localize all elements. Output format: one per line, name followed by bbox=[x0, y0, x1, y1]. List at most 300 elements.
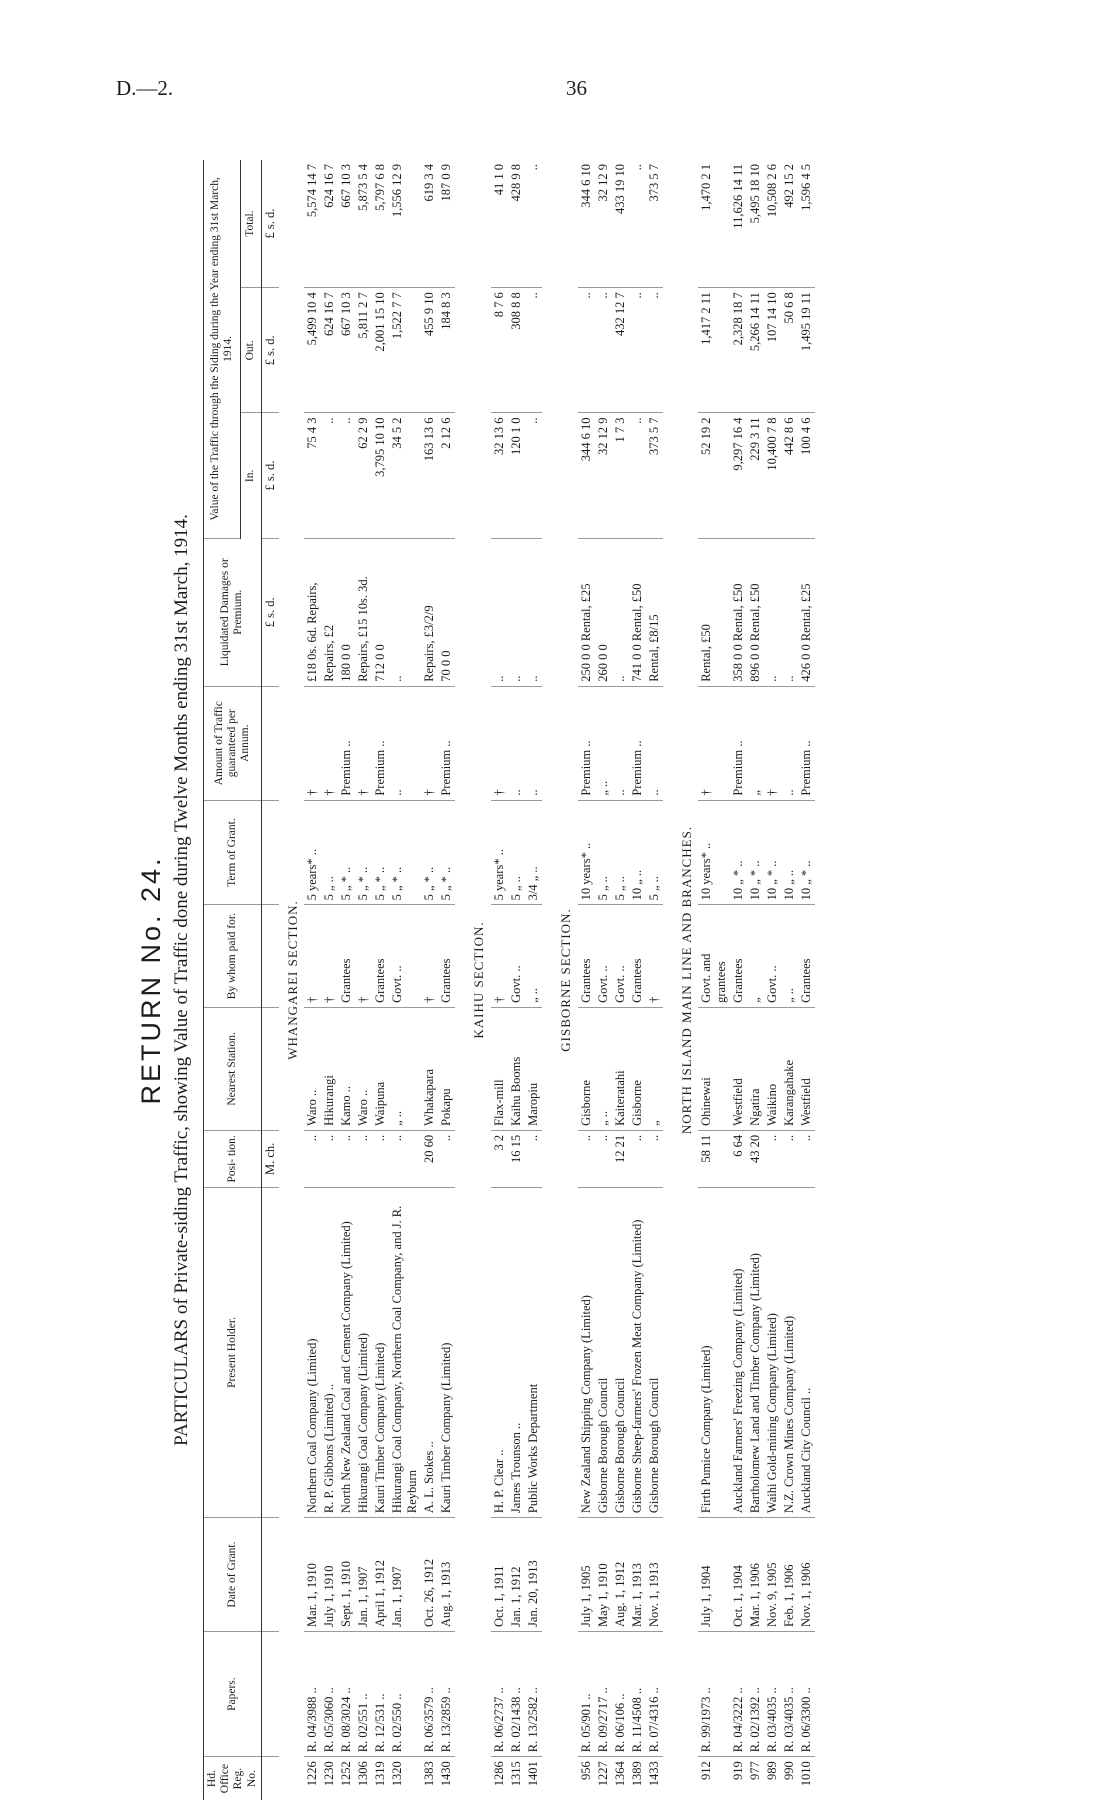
cell-papers: R. 03/4035 .. bbox=[781, 1631, 798, 1756]
cell-term: 3/4 „ .. bbox=[525, 800, 542, 905]
cell-station: Gisborne bbox=[578, 1007, 595, 1130]
cell-papers: R. 05/901 .. bbox=[578, 1631, 595, 1756]
cell-out: 50 6 8 bbox=[781, 288, 798, 413]
cell-damages: Repairs, £3/2/9 bbox=[421, 538, 438, 686]
cell-date: April 1, 1912 bbox=[372, 1518, 389, 1632]
cell-total: 5,873 5 4 bbox=[355, 160, 372, 288]
header-papers: Papers. bbox=[204, 1631, 262, 1756]
cell-amount: Premium .. bbox=[730, 686, 747, 800]
header-damages: Liquidated Damages or Premium. bbox=[204, 538, 262, 686]
cell-out: 2,001 15 10 bbox=[372, 288, 389, 413]
header-reg: Hd. Office Reg. No. bbox=[204, 1757, 262, 1800]
header-holder: Present Holder. bbox=[204, 1187, 262, 1517]
cell-amount: Premium .. bbox=[338, 686, 355, 800]
section-spacer bbox=[663, 160, 673, 1800]
cell-out: 455 9 10 bbox=[421, 288, 438, 413]
cell-papers: R. 02/551 .. bbox=[355, 1631, 372, 1756]
section-title: KAIHU SECTION. bbox=[471, 921, 487, 1039]
cell-papers: R. 04/3988 .. bbox=[304, 1631, 321, 1756]
cell-paid: † bbox=[304, 905, 321, 1007]
cell-amount: Premium .. bbox=[629, 686, 646, 800]
table-row bbox=[491, 160, 508, 1800]
cell-date: Oct. 1, 1904 bbox=[730, 1518, 747, 1632]
cell-position: .. bbox=[438, 1130, 455, 1187]
cell-holder: H. P. Clear .. bbox=[491, 1187, 508, 1517]
cell-date: Jan. 1, 1907 bbox=[355, 1518, 372, 1632]
cell-station: Kaiteratahi bbox=[612, 1007, 629, 1130]
cell-date: May 1, 1910 bbox=[595, 1518, 612, 1632]
cell-paid: „ bbox=[747, 905, 764, 1007]
table-row bbox=[595, 160, 612, 1800]
cell-amount: Premium .. bbox=[372, 686, 389, 800]
cell-in: 163 13 6 bbox=[421, 413, 438, 538]
cell-paid: † bbox=[321, 905, 338, 1007]
cell-station: Karangahake bbox=[781, 1007, 798, 1130]
table-row bbox=[646, 160, 663, 1800]
cell-holder: James Trounson .. bbox=[508, 1187, 525, 1517]
cell-holder: Gisborne Sheep-farmers' Frozen Meat Company (Limited) bbox=[629, 1187, 646, 1517]
cell-reg: 1320 bbox=[390, 1761, 405, 1787]
cell-damages: 712 0 0 bbox=[372, 538, 389, 686]
cell-out: 624 16 7 bbox=[321, 288, 338, 413]
cell-reg: 956 bbox=[578, 1761, 593, 1780]
table-body bbox=[279, 160, 815, 1800]
cell-term: 5 „ .. bbox=[321, 800, 338, 905]
cell-date: July 1, 1904 bbox=[698, 1518, 730, 1632]
cell-date: July 1, 1905 bbox=[578, 1518, 595, 1632]
table-row bbox=[525, 160, 542, 1800]
cell-holder: Public Works Department bbox=[525, 1187, 542, 1517]
table-row bbox=[629, 160, 646, 1800]
cell-reg: 1252 bbox=[339, 1761, 354, 1787]
cell-position: .. bbox=[372, 1130, 389, 1187]
table-row bbox=[438, 160, 455, 1800]
document-code: D.—2. bbox=[116, 76, 174, 100]
cell-station: Waro .. bbox=[355, 1007, 372, 1130]
cell-total: 32 12 9 bbox=[595, 160, 612, 288]
cell-in: 120 1 0 bbox=[508, 413, 525, 538]
return-title: RETURN No. 24. bbox=[136, 855, 166, 1105]
cell-out: 1,522 7 7 bbox=[389, 288, 421, 413]
cell-amount: „ bbox=[747, 686, 764, 800]
table-row bbox=[798, 160, 815, 1800]
section-title: WHANGAREI SECTION. bbox=[284, 900, 300, 1060]
cell-station: Flax-mill bbox=[491, 1007, 508, 1130]
cell-in: 52 19 2 bbox=[698, 413, 730, 538]
cell-out: 5,811 2 7 bbox=[355, 288, 372, 413]
cell-amount: Premium .. bbox=[438, 686, 455, 800]
section-spacer bbox=[542, 160, 552, 1800]
cell-paid: Grantees bbox=[438, 905, 455, 1007]
header-station: Nearest Station. bbox=[204, 1007, 262, 1130]
cell-total: 41 1 0 bbox=[491, 160, 508, 288]
cell-papers: R. 08/3024 .. bbox=[338, 1631, 355, 1756]
cell-out: 1,417 2 11 bbox=[698, 288, 730, 413]
cell-amount: „ .. bbox=[595, 686, 612, 800]
cell-damages: 180 0 0 bbox=[338, 538, 355, 686]
cell-amount: † bbox=[491, 686, 508, 800]
cell-paid: „ .. bbox=[525, 905, 542, 1007]
cell-damages: .. bbox=[525, 538, 542, 686]
cell-reg: 977 bbox=[748, 1761, 763, 1780]
cell-in: 32 13 6 bbox=[491, 413, 508, 538]
cell-papers: R. 06/106 .. bbox=[612, 1631, 629, 1756]
cell-reg: 1010 bbox=[799, 1761, 814, 1787]
cell-damages: 260 0 0 bbox=[595, 538, 612, 686]
cell-position: 16 15 bbox=[508, 1130, 525, 1187]
cell-in: 62 2 9 bbox=[355, 413, 372, 538]
cell-station: Whakapara bbox=[421, 1007, 438, 1130]
rotated-page bbox=[130, 160, 1080, 1800]
cell-term: 10 „ * .. bbox=[798, 800, 815, 905]
cell-out: 184 8 3 bbox=[438, 288, 455, 413]
cell-total: 5,797 6 8 bbox=[372, 160, 389, 288]
cell-damages: 741 0 0 Rental, £50 bbox=[629, 538, 646, 686]
unit-position: M. ch. bbox=[261, 1130, 279, 1187]
cell-amount: † bbox=[421, 686, 438, 800]
cell-amount: .. bbox=[612, 686, 629, 800]
cell-out: 432 12 7 bbox=[612, 288, 629, 413]
cell-damages: .. bbox=[781, 538, 798, 686]
cell-papers: R. 02/550 .. bbox=[389, 1631, 421, 1756]
cell-position: .. bbox=[629, 1130, 646, 1187]
cell-station: „ .. bbox=[389, 1007, 421, 1130]
cell-holder: R. P. Gibbons (Limited) .. bbox=[321, 1187, 338, 1517]
table-row bbox=[372, 160, 389, 1800]
cell-in: 1 7 3 bbox=[612, 413, 629, 538]
cell-total: 619 3 4 bbox=[421, 160, 438, 288]
cell-paid: Govt. .. bbox=[389, 905, 421, 1007]
cell-total: 187 0 9 bbox=[438, 160, 455, 288]
cell-paid: Grantees bbox=[578, 905, 595, 1007]
cell-damages: Repairs, £15 10s. 3d. bbox=[355, 538, 372, 686]
cell-holder: Auckland Farmers' Freezing Company (Limited) bbox=[730, 1187, 747, 1517]
cell-holder: Kauri Timber Company (Limited) bbox=[372, 1187, 389, 1517]
cell-date: Aug. 1, 1912 bbox=[612, 1518, 629, 1632]
cell-damages: .. bbox=[612, 538, 629, 686]
section-title: NORTH ISLAND MAIN LINE AND BRANCHES. bbox=[678, 825, 694, 1135]
cell-damages: Repairs, £2 bbox=[321, 538, 338, 686]
cell-position: .. bbox=[764, 1130, 781, 1187]
cell-damages: 896 0 0 Rental, £50 bbox=[747, 538, 764, 686]
cell-damages: 250 0 0 Rental, £25 bbox=[578, 538, 595, 686]
cell-station: Kamo .. bbox=[338, 1007, 355, 1130]
cell-date: Sept. 1, 1910 bbox=[338, 1518, 355, 1632]
cell-holder: Northern Coal Company (Limited) bbox=[304, 1187, 321, 1517]
cell-holder: North New Zealand Coal and Cement Company (Limited) bbox=[338, 1187, 355, 1517]
cell-paid: † bbox=[491, 905, 508, 1007]
cell-position: 3 2 bbox=[491, 1130, 508, 1187]
cell-papers: R. 11/4508 .. bbox=[629, 1631, 646, 1756]
cell-in: 2 12 6 bbox=[438, 413, 455, 538]
cell-date: Nov. 1, 1913 bbox=[646, 1518, 663, 1632]
cell-papers: R. 09/2717 .. bbox=[595, 1631, 612, 1756]
cell-term: 5 „ .. bbox=[612, 800, 629, 905]
section-header-row bbox=[465, 160, 491, 1800]
cell-holder: Hikurangi Coal Company, Northern Coal Company, and J. R. Reyburn bbox=[389, 1187, 421, 1517]
cell-term: 5 „ .. bbox=[595, 800, 612, 905]
table-row bbox=[389, 160, 421, 1800]
section-title: GISBORNE SECTION. bbox=[558, 908, 574, 1052]
cell-total: 1,470 2 1 bbox=[698, 160, 730, 288]
cell-reg: 1230 bbox=[322, 1761, 337, 1787]
cell-amount: .. bbox=[781, 686, 798, 800]
cell-damages: 358 0 0 Rental, £50 bbox=[730, 538, 747, 686]
cell-date: Feb. 1, 1906 bbox=[781, 1518, 798, 1632]
cell-station: „ bbox=[646, 1007, 663, 1130]
cell-holder: Auckland City Council .. bbox=[798, 1187, 815, 1517]
table-row bbox=[698, 160, 730, 1800]
cell-reg: 912 bbox=[699, 1761, 714, 1780]
cell-paid: Govt. .. bbox=[764, 905, 781, 1007]
cell-position: .. bbox=[304, 1130, 321, 1187]
header-amount: Amount of Traffic guaranteed per Annum. bbox=[204, 686, 262, 800]
table-row bbox=[338, 160, 355, 1800]
cell-in: .. bbox=[525, 413, 542, 538]
cell-station: Hikurangi bbox=[321, 1007, 338, 1130]
cell-out: 107 14 10 bbox=[764, 288, 781, 413]
cell-holder: Gisborne Borough Council bbox=[595, 1187, 612, 1517]
unit-total: £ s. d. bbox=[261, 160, 279, 288]
cell-papers: R. 04/3222 .. bbox=[730, 1631, 747, 1756]
cell-papers: R. 06/3579 .. bbox=[421, 1631, 438, 1756]
cell-station: Pokapu bbox=[438, 1007, 455, 1130]
cell-paid: Govt. .. bbox=[612, 905, 629, 1007]
cell-total: 373 5 7 bbox=[646, 160, 663, 288]
cell-total: 10,508 2 6 bbox=[764, 160, 781, 288]
cell-amount: Premium .. bbox=[798, 686, 815, 800]
cell-station: Ngatira bbox=[747, 1007, 764, 1130]
cell-date: Jan. 1, 1912 bbox=[508, 1518, 525, 1632]
cell-station: Westfield bbox=[798, 1007, 815, 1130]
cell-total: 433 19 10 bbox=[612, 160, 629, 288]
cell-position: .. bbox=[525, 1130, 542, 1187]
cell-date: Oct. 26, 1912 bbox=[421, 1518, 438, 1632]
cell-paid: Govt. .. bbox=[595, 905, 612, 1007]
cell-amount: .. bbox=[389, 686, 421, 800]
cell-papers: R. 12/531 .. bbox=[372, 1631, 389, 1756]
cell-papers: R. 06/2737 .. bbox=[491, 1631, 508, 1756]
cell-term: 10 „ * .. bbox=[747, 800, 764, 905]
cell-papers: R. 13/2582 .. bbox=[525, 1631, 542, 1756]
cell-amount: † bbox=[355, 686, 372, 800]
cell-position: .. bbox=[595, 1130, 612, 1187]
cell-total: 5,574 14 7 bbox=[304, 160, 321, 288]
cell-term: 5 „ .. bbox=[646, 800, 663, 905]
cell-in: 75 4 3 bbox=[304, 413, 321, 538]
cell-amount: .. bbox=[525, 686, 542, 800]
cell-total: 492 15 2 bbox=[781, 160, 798, 288]
cell-papers: R. 07/4316 .. bbox=[646, 1631, 663, 1756]
table-row bbox=[747, 160, 764, 1800]
cell-date: July 1, 1910 bbox=[321, 1518, 338, 1632]
cell-position: 20 60 bbox=[421, 1130, 438, 1187]
cell-amount: † bbox=[698, 686, 730, 800]
cell-station: Maropiu bbox=[525, 1007, 542, 1130]
cell-station: Waipuna bbox=[372, 1007, 389, 1130]
cell-in: .. bbox=[338, 413, 355, 538]
cell-damages: £18 0s. 6d. Repairs, bbox=[304, 538, 321, 686]
cell-station: Gisborne bbox=[629, 1007, 646, 1130]
cell-out: 5,266 14 11 bbox=[747, 288, 764, 413]
cell-date: Mar. 1, 1913 bbox=[629, 1518, 646, 1632]
cell-term: 5 „ * .. bbox=[421, 800, 438, 905]
cell-position: .. bbox=[646, 1130, 663, 1187]
header-in: In. bbox=[240, 413, 261, 538]
cell-position: 43 20 bbox=[747, 1130, 764, 1187]
cell-position: 6 64 bbox=[730, 1130, 747, 1187]
cell-out: .. bbox=[525, 288, 542, 413]
header-paid: By whom paid for. bbox=[204, 905, 262, 1007]
cell-holder: A. L. Stokes .. bbox=[421, 1187, 438, 1517]
header-date: Date of Grant. bbox=[204, 1518, 262, 1632]
cell-paid: † bbox=[646, 905, 663, 1007]
cell-reg: 1286 bbox=[492, 1761, 507, 1787]
cell-reg: 1315 bbox=[509, 1761, 524, 1787]
cell-term: 5 „ * .. bbox=[338, 800, 355, 905]
table-row bbox=[321, 160, 338, 1800]
cell-holder: Waihi Gold-mining Company (Limited) bbox=[764, 1187, 781, 1517]
cell-total: 667 10 3 bbox=[338, 160, 355, 288]
cell-holder: N.Z. Crown Mines Company (Limited) bbox=[781, 1187, 798, 1517]
cell-total: 11,626 14 11 bbox=[730, 160, 747, 288]
cell-total: 1,596 4 5 bbox=[798, 160, 815, 288]
cell-term: 5 years* .. bbox=[491, 800, 508, 905]
unit-damages: £ s. d. bbox=[261, 538, 279, 686]
table-row bbox=[764, 160, 781, 1800]
cell-damages: 426 0 0 Rental, £25 bbox=[798, 538, 815, 686]
cell-amount: .. bbox=[508, 686, 525, 800]
cell-term: 10 „ .. bbox=[629, 800, 646, 905]
cell-paid: „ .. bbox=[781, 905, 798, 1007]
unit-out: £ s. d. bbox=[261, 288, 279, 413]
cell-papers: R. 99/1973 .. bbox=[698, 1631, 730, 1756]
cell-amount: † bbox=[304, 686, 321, 800]
cell-reg: 1364 bbox=[612, 1761, 627, 1787]
page-number: 36 bbox=[566, 76, 587, 100]
cell-out: .. bbox=[578, 288, 595, 413]
cell-paid: Grantees bbox=[730, 905, 747, 1007]
cell-position: 58 11 bbox=[698, 1130, 730, 1187]
cell-station: Kaihu Booms bbox=[508, 1007, 525, 1130]
cell-term: 10 years* .. bbox=[698, 800, 730, 905]
cell-holder: Firth Pumice Company (Limited) bbox=[698, 1187, 730, 1517]
cell-paid: Grantees bbox=[629, 905, 646, 1007]
table-row bbox=[578, 160, 595, 1800]
cell-papers: R. 05/3060 .. bbox=[321, 1631, 338, 1756]
cell-date: Mar. 1, 1906 bbox=[747, 1518, 764, 1632]
cell-in: 229 3 11 bbox=[747, 413, 764, 538]
cell-in: 3,795 10 10 bbox=[372, 413, 389, 538]
cell-damages: .. bbox=[508, 538, 525, 686]
cell-damages: Rental, £8/15 bbox=[646, 538, 663, 686]
cell-total: .. bbox=[525, 160, 542, 288]
cell-holder: New Zealand Shipping Company (Limited) bbox=[578, 1187, 595, 1517]
header-term: Term of Grant. bbox=[204, 800, 262, 905]
cell-date: Nov. 1, 1906 bbox=[798, 1518, 815, 1632]
cell-in: 100 4 6 bbox=[798, 413, 815, 538]
table-row bbox=[781, 160, 798, 1800]
cell-term: 5 years* .. bbox=[304, 800, 321, 905]
cell-papers: R. 06/3300 .. bbox=[798, 1631, 815, 1756]
cell-date: Aug. 1, 1913 bbox=[438, 1518, 455, 1632]
cell-total: 1,556 12 9 bbox=[389, 160, 421, 288]
cell-term: 10 „ .. bbox=[781, 800, 798, 905]
cell-out: 667 10 3 bbox=[338, 288, 355, 413]
cell-in: 9,297 16 4 bbox=[730, 413, 747, 538]
cell-paid: Grantees bbox=[798, 905, 815, 1007]
return-subtitle: PARTICULARS of Private-siding Traffic, showing Value of Traffic done during Twelve Months ending 31st March, 1914. bbox=[171, 514, 192, 1446]
cell-damages: 70 0 0 bbox=[438, 538, 455, 686]
table-row bbox=[508, 160, 525, 1800]
header-value-group: Value of the Traffic through the Siding during the Year ending 31st March, 1914. bbox=[204, 160, 241, 538]
cell-reg: 1383 bbox=[422, 1761, 437, 1787]
cell-amount: † bbox=[764, 686, 781, 800]
cell-term: 10 „ * .. bbox=[730, 800, 747, 905]
table-row bbox=[421, 160, 438, 1800]
cell-out: .. bbox=[646, 288, 663, 413]
cell-reg: 919 bbox=[731, 1761, 746, 1780]
cell-out: 1,495 19 11 bbox=[798, 288, 815, 413]
cell-papers: R. 03/4035 .. bbox=[764, 1631, 781, 1756]
cell-position: .. bbox=[355, 1130, 372, 1187]
section-header-row bbox=[552, 160, 578, 1800]
cell-total: 5,495 18 10 bbox=[747, 160, 764, 288]
cell-term: 5 „ * .. bbox=[355, 800, 372, 905]
cell-term: 5 „ * .. bbox=[438, 800, 455, 905]
cell-out: .. bbox=[629, 288, 646, 413]
cell-damages: Rental, £50 bbox=[698, 538, 730, 686]
cell-term: 10 „ * .. bbox=[764, 800, 781, 905]
cell-position: .. bbox=[798, 1130, 815, 1187]
cell-reg: 1433 bbox=[646, 1761, 661, 1787]
cell-date: Mar. 1, 1910 bbox=[304, 1518, 321, 1632]
cell-paid: Govt. and grantees bbox=[698, 905, 730, 1007]
cell-position: 12 21 bbox=[612, 1130, 629, 1187]
cell-position: .. bbox=[389, 1130, 421, 1187]
cell-reg: 1319 bbox=[373, 1761, 388, 1787]
cell-amount: † bbox=[321, 686, 338, 800]
cell-damages: .. bbox=[389, 538, 421, 686]
cell-holder: Kauri Timber Company (Limited) bbox=[438, 1187, 455, 1517]
cell-reg: 1226 bbox=[305, 1761, 320, 1787]
cell-paid: Grantees bbox=[338, 905, 355, 1007]
cell-in: 32 12 9 bbox=[595, 413, 612, 538]
cell-reg: 1389 bbox=[629, 1761, 644, 1787]
unit-in: £ s. d. bbox=[261, 413, 279, 538]
cell-in: 442 8 6 bbox=[781, 413, 798, 538]
cell-total: 428 9 8 bbox=[508, 160, 525, 288]
cell-papers: R. 13/2859 .. bbox=[438, 1631, 455, 1756]
cell-station: Waro .. bbox=[304, 1007, 321, 1130]
cell-reg: 1430 bbox=[439, 1761, 454, 1787]
cell-term: 10 years* .. bbox=[578, 800, 595, 905]
cell-in: 373 5 7 bbox=[646, 413, 663, 538]
cell-paid: Grantees bbox=[372, 905, 389, 1007]
cell-term: 5 „ * .. bbox=[372, 800, 389, 905]
cell-reg: 1401 bbox=[526, 1761, 541, 1787]
cell-amount: .. bbox=[646, 686, 663, 800]
cell-date: Nov. 9, 1905 bbox=[764, 1518, 781, 1632]
cell-holder: Gisborne Borough Council bbox=[646, 1187, 663, 1517]
cell-station: Ohinewai bbox=[698, 1007, 730, 1130]
cell-total: 344 6 10 bbox=[578, 160, 595, 288]
table-row bbox=[612, 160, 629, 1800]
cell-in: .. bbox=[321, 413, 338, 538]
cell-date: Jan. 20, 1913 bbox=[525, 1518, 542, 1632]
section-spacer bbox=[455, 160, 465, 1800]
section-header-row bbox=[673, 160, 699, 1800]
